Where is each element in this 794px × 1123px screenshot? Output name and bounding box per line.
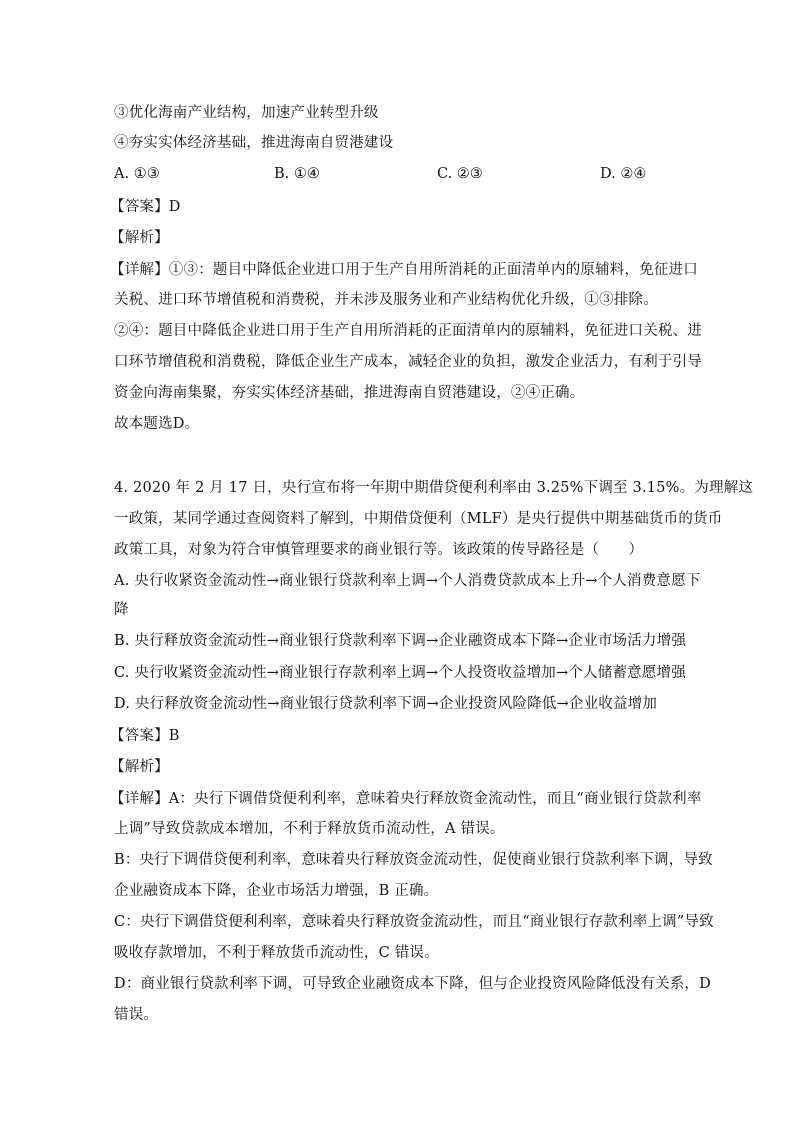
q4-answer: 【答案】B	[110, 728, 180, 744]
q4-option-a: A. 央行收紧资金流动性→商业银行贷款利率上调→个人消费贷款成本上升→个人消费意愿下	[114, 573, 701, 589]
q3-detail-line: 关税、进口环节增值税和消费税，并未涉及服务业和产业结构优化升级，①③排除。	[114, 292, 658, 308]
q4-detail-line: 企业融资成本下降，企业市场活力增强，B 正确。	[114, 883, 439, 899]
q3-option-a: A. ①③	[114, 166, 160, 182]
q4-stem-line: 4. 2020 年 2 月 17 日，央行宣布将一年期中期借贷便利利率由 3.25%下调至 3.15%。为理解这	[114, 480, 754, 496]
q4-option-c: C. 央行收紧资金流动性→商业银行存款利率上调→个人投资收益增加→个人储蓄意愿增强	[114, 665, 686, 681]
q3-item-3: ③优化海南产业结构，加速产业转型升级	[114, 105, 379, 121]
q4-detail-line: 错误。	[114, 1007, 159, 1023]
q4-detail-line: D：商业银行贷款利率下调，可导致企业融资成本下降，但与企业投资风险降低没有关系，D	[114, 976, 711, 992]
q3-answer: 【答案】D	[110, 199, 181, 215]
q4-option-b: B. 央行释放资金流动性→商业银行贷款利率下调→企业融资成本下降→企业市场活力增强	[114, 633, 687, 649]
q3-conclusion: 故本题选D。	[114, 416, 200, 432]
q4-option-a-cont: 降	[114, 602, 129, 618]
q3-detail-line: 口环节增值税和消费税，降低企业生产成本，减轻企业的负担，激发企业活力，有利于引导	[114, 354, 702, 370]
q3-option-c: C. ②③	[437, 166, 483, 182]
q3-option-d: D. ②④	[600, 166, 647, 182]
q3-detail-line: 资金向海南集聚，夯实实体经济基础，推进海南自贸港建设，②④正确。	[114, 385, 585, 401]
q4-stem-line: 一政策，某同学通过查阅资料了解到，中期借贷便利（MLF）是央行提供中期基础货币的货币	[114, 511, 723, 527]
q4-stem-line: 政策工具，对象为符合审慎管理要求的商业银行等。该政策的传导路径是（ ）	[114, 542, 644, 558]
q4-analysis-label: 【解析】	[110, 759, 169, 775]
q3-detail-line: ②④：题目中降低企业进口用于生产自用所消耗的正面清单内的原辅料，免征进口关税、进	[114, 323, 702, 339]
q4-detail-line: 上调”导致贷款成本增加，不利于释放货币流动性，A 错误。	[114, 821, 505, 837]
q4-detail-line: C：央行下调借贷便利利率，意味着央行释放资金流动性，而且“商业银行存款利率上调”导致	[114, 914, 714, 930]
q4-detail-line: 吸收存款增加，不利于释放货币流动性，C 错误。	[114, 945, 439, 961]
q4-detail-line: B：央行下调借贷便利利率，意味着央行释放资金流动性，促使商业银行贷款利率下调，导致	[114, 852, 713, 868]
q3-item-4: ④夯实实体经济基础，推进海南自贸港建设	[114, 135, 394, 151]
q3-option-b: B. ①④	[274, 166, 320, 182]
q3-analysis-label: 【解析】	[110, 230, 169, 246]
q4-option-d: D. 央行释放资金流动性→商业银行贷款利率下调→企业投资风险降低→企业收益增加	[114, 696, 658, 712]
q4-detail-line: 【详解】A：央行下调借贷便利利率，意味着央行释放资金流动性，而且“商业银行贷款利率	[110, 791, 702, 807]
q3-detail-line: 【详解】①③：题目中降低企业进口用于生产自用所消耗的正面清单内的原辅料，免征进口	[110, 262, 698, 278]
